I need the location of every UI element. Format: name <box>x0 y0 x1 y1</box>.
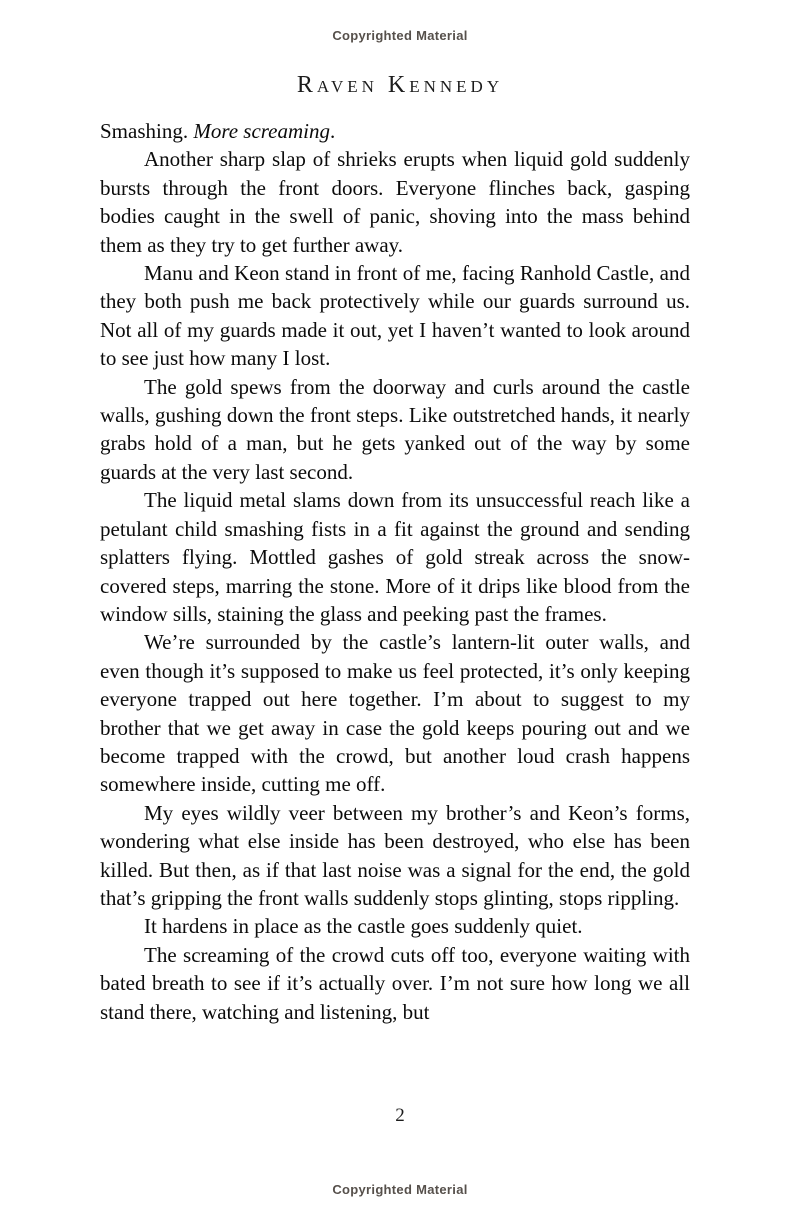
paragraph: Another sharp slap of shrieks erupts when liquid gold suddenly bursts through the front doors. Everyone flinches back, gasping bodies caught in the swell of panic, shoving into the mass behind them as they try to get further away. <box>100 147 690 257</box>
paragraph: The liquid metal slams down from its unsuccessful reach like a petulant child smashing fists in a fit against the ground and sending splatters flying. Mottled gashes of gold streak across the snow-covered steps, marring the stone. More of it drips like blood from the window sills, staining the glass and peeking past the frames. <box>100 488 690 626</box>
paragraph: My eyes wildly veer between my brother’s and Keon’s forms, wondering what else inside has been destroyed, who else has been killed. But then, as if that last noise was a signal for the end, the gold that’s gripping the front walls suddenly stops glinting, stops rippling. <box>100 800 690 910</box>
paragraph-opening <box>100 117 690 145</box>
paragraph: The screaming of the crowd cuts off too, everyone waiting with bated breath to see if it’s actually over. I’m not sure how long we all stand there, watching and listening, but <box>100 942 690 1024</box>
paragraph: It hardens in place as the castle goes suddenly quiet. <box>144 914 583 939</box>
page-body <box>100 117 690 1026</box>
paragraph: We’re surrounded by the castle’s lantern-lit outer walls, and even though it’s supposed to make us feel protected, it’s only keeping everyone trapped out here together. I’m about to suggest to my brother that we get away in case the gold keeps pouring out and we become trapped with the crowd, but another loud crash happens somewhere inside, cutting me off. <box>100 630 690 797</box>
opening-period: . <box>330 119 336 143</box>
paragraph: The gold spews from the doorway and curls around the castle walls, gushing down the front steps. Like outstretched hands, it nearly grabs hold of a man, but he gets yanked out of the way by some guards at the very last second. <box>100 374 690 484</box>
opening-italic-phrase: More screaming <box>193 119 331 143</box>
paragraph: Manu and Keon stand in front of me, facing Ranhold Castle, and they both push me back protectively while our guards surround us. Not all of my guards made it out, yet I haven’t wanted to look around to see just how many I lost. <box>100 261 690 371</box>
running-header-author: Raven Kennedy <box>296 72 504 98</box>
copyright-notice-top: Copyrighted Material <box>332 28 468 43</box>
opening-normal-text: Smashing. <box>100 119 194 143</box>
page-number: 2 <box>395 1105 405 1126</box>
paragraphs-container <box>100 145 690 1026</box>
copyright-notice-bottom: Copyrighted Material <box>332 1182 468 1197</box>
